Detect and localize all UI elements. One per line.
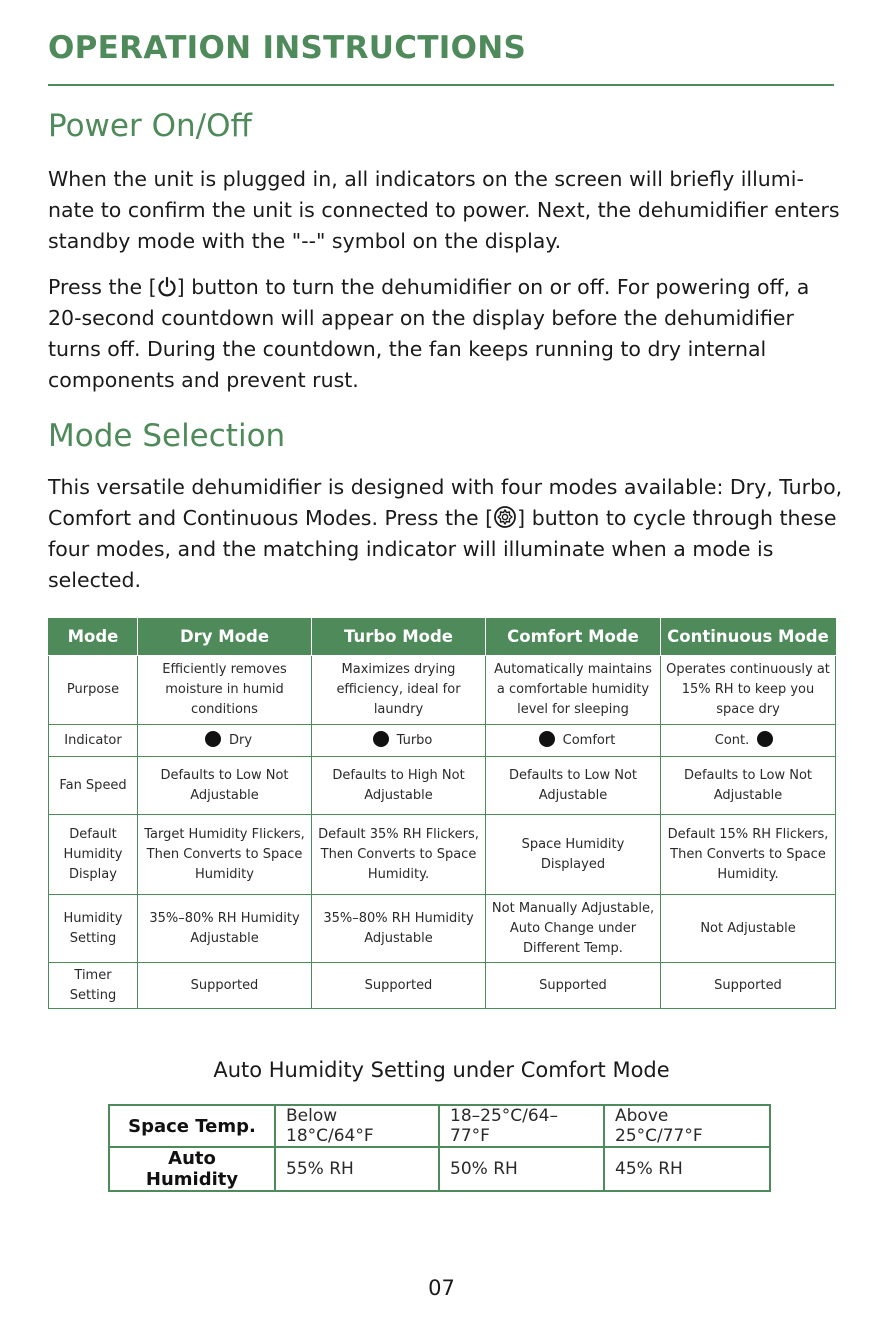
display-continuous: Default 15% RH Flickers, Then Converts to Space Humidity.	[661, 815, 836, 895]
purpose-turbo: Maximizes drying efficiency, ideal for laundry	[312, 656, 486, 725]
mode-gear-icon: [ ]	[485, 506, 526, 530]
display-comfort: Space Humidity Displayed	[486, 815, 661, 895]
auto-humidity-table	[108, 1104, 771, 1192]
timer-continuous: Supported	[661, 963, 836, 1009]
humidity-50: 50% RH	[439, 1147, 604, 1191]
indicator-turbo-label: Turbo	[396, 732, 433, 748]
header-dry-mode: Dry Mode	[138, 619, 312, 656]
row-label-timer-setting: Timer Setting	[49, 963, 138, 1009]
header-comfort-mode: Comfort Mode	[486, 619, 661, 656]
space-temp-label: Space Temp.	[109, 1105, 275, 1147]
power-p2-after: button to turn the dehumidifier on or off. For powering off, a 20-second countdown will appear on the display before the dehumidifier turns off. During the countdown, the fan keeps running to dry internal components and prevent rust.	[48, 275, 810, 392]
indicator-dry-label: Dry	[228, 732, 253, 748]
table-row	[109, 1105, 770, 1147]
row-label-humidity-setting: Humidity Setting	[49, 895, 138, 963]
table-row	[49, 963, 836, 1009]
temp-below-18: Below 18°C/64°F	[275, 1105, 439, 1147]
timer-turbo: Supported	[312, 963, 486, 1009]
purpose-continuous: Operates continuously at 15% RH to keep you space dry	[661, 656, 836, 725]
display-dry: Target Humidity Flickers, Then Converts to Space Humidity	[138, 815, 312, 895]
indicator-dry	[138, 725, 312, 757]
mode-table	[48, 618, 836, 1009]
fan-continuous: Defaults to Low Not Adjustable	[661, 757, 836, 815]
power-paragraph-1: When the unit is plugged in, all indicators on the screen will briefly illumi-nate to confirm the unit is connected to power. Next, the dehumidifier enters standby mode with the "--" symbol on the display.	[48, 167, 840, 253]
indicator-continuous-label: Cont.	[714, 732, 750, 748]
indicator-turbo	[312, 725, 486, 757]
indicator-continuous	[661, 725, 836, 757]
header-continuous-mode: Continuous Mode	[661, 619, 836, 656]
table-row	[109, 1147, 770, 1191]
row-label-default-humidity-display: Default Humidity Display	[49, 815, 138, 895]
table-row	[49, 757, 836, 815]
row-label-fan-speed: Fan Speed	[49, 757, 138, 815]
indicator-comfort	[486, 725, 661, 757]
indicator-comfort-label: Comfort	[562, 732, 616, 748]
indicator-dot-icon	[205, 731, 221, 747]
mode-paragraph	[48, 472, 848, 596]
title-divider	[48, 84, 834, 86]
power-p2-before: Press the	[48, 275, 143, 299]
indicator-dot-icon	[539, 731, 555, 747]
humidity-45: 45% RH	[604, 1147, 770, 1191]
humidity-turbo: 35%–80% RH Humidity Adjustable	[312, 895, 486, 963]
fan-comfort: Defaults to Low Not Adjustable	[486, 757, 661, 815]
row-label-indicator: Indicator	[49, 725, 138, 757]
page-title: OPERATION INSTRUCTIONS	[48, 30, 527, 66]
temp-above-25: Above 25°C/77°F	[604, 1105, 770, 1147]
table-row	[49, 895, 836, 963]
header-mode: Mode	[49, 619, 138, 656]
mode-table-header-row	[49, 619, 836, 656]
table-row	[49, 656, 836, 725]
purpose-comfort: Automatically maintains a comfortable humidity level for sleeping	[486, 656, 661, 725]
row-label-purpose: Purpose	[49, 656, 138, 725]
mode-heading: Mode Selection	[48, 418, 286, 454]
power-heading: Power On/Off	[48, 108, 252, 144]
page-number: 07	[428, 1276, 455, 1300]
humidity-55: 55% RH	[275, 1147, 439, 1191]
timer-comfort: Supported	[486, 963, 661, 1009]
humidity-dry: 35%–80% RH Humidity Adjustable	[138, 895, 312, 963]
power-paragraph-2	[48, 272, 848, 396]
indicator-dot-icon	[373, 731, 389, 747]
temp-18-25: 18–25°C/64–77°F	[439, 1105, 604, 1147]
header-turbo-mode: Turbo Mode	[312, 619, 486, 656]
fan-dry: Defaults to Low Not Adjustable	[138, 757, 312, 815]
purpose-dry: Efficiently removes moisture in humid conditions	[138, 656, 312, 725]
table-row	[49, 815, 836, 895]
humidity-continuous: Not Adjustable	[661, 895, 836, 963]
table-row	[49, 725, 836, 757]
timer-dry: Supported	[138, 963, 312, 1009]
humidity-comfort: Not Manually Adjustable, Auto Change under Different Temp.	[486, 895, 661, 963]
indicator-dot-icon	[757, 731, 773, 747]
mode-p-before: This versatile dehumidifier is designed with four modes available: Dry, Turbo, Comfort and Continuous Modes. Press the	[48, 475, 843, 530]
auto-humidity-label: Auto Humidity	[109, 1147, 275, 1191]
display-turbo: Default 35% RH Flickers, Then Converts to Space Humidity.	[312, 815, 486, 895]
auto-humidity-title: Auto Humidity Setting under Comfort Mode	[213, 1058, 670, 1082]
mode-p-after: button to cycle through these four modes, and the matching indicator will illuminate when a mode is selected.	[48, 506, 837, 592]
fan-turbo: Defaults to High Not Adjustable	[312, 757, 486, 815]
power-icon: [ ]	[148, 275, 185, 299]
